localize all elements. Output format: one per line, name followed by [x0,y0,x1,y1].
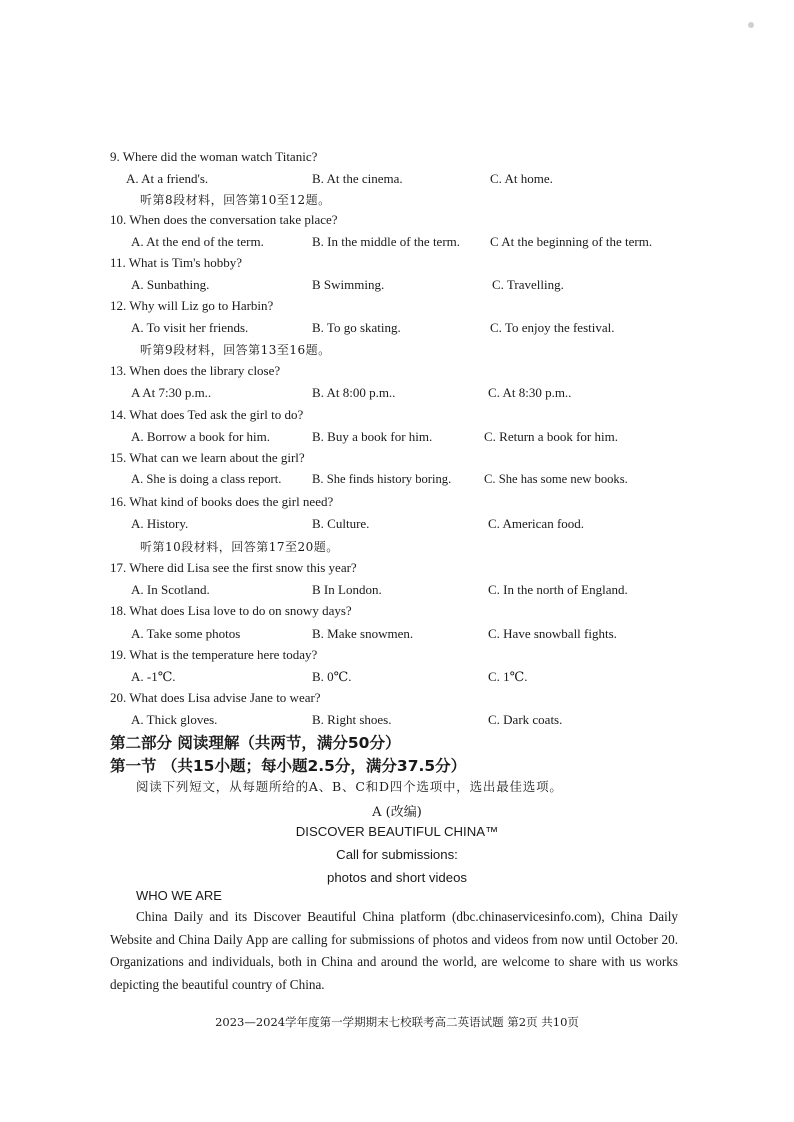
question-stem-9: 9. Where did the woman watch Titanic? [110,149,318,164]
option-9b: B. At the cinema. [312,171,403,186]
section1-title: 第一节 （共15小题；每小题2.5分，满分37.5分） [110,757,467,775]
option-19c: C. 1℃. [488,669,528,684]
passage-paragraph-text: China Daily and its Discover Beautiful China platform (dbc.chinaservicesinfo.com), China Daily Website and China Daily App are calling for submissions of photos and videos from now until October 20. Organizations and individuals, both in China and around the world, are welcome to share with us works depicting the beautiful country of China. [110,909,678,992]
option-15a: A. She is doing a class report. [131,472,282,486]
listening-note-9: 听第9段材料，回答第13至16题。 [140,343,331,357]
passage-label: A (改编) [372,805,422,820]
option-13a: A At 7:30 p.m.. [131,385,212,400]
passage-subtitle-2: photos and short videos [326,870,468,885]
question-stem-19: 19. What is the temperature here today? [110,647,318,662]
question-stem-17: 17. Where did Lisa see the first snow this year? [110,560,357,575]
option-15b: B. She finds history boring. [312,472,452,486]
option-17b: B In London. [312,582,382,597]
question-stem-18: 18. What does Lisa love to do on snowy days? [110,603,352,618]
option-11b: B Swimming. [312,277,385,292]
reading-instruction: 阅读下列短文，从每题所给的A、B、C和D四个选项中，选出最佳选项。 [136,779,563,794]
option-19b: B. 0℃. [312,669,352,684]
listening-note-8: 听第8段材料，回答第10至12题。 [140,193,331,207]
option-20a: A. Thick gloves. [131,712,218,727]
question-stem-13: 13. When does the library close? [110,363,281,378]
option-18b: B. Make snowmen. [312,626,414,641]
option-12c: C. To enjoy the festival. [490,320,615,335]
option-15c: C. She has some new books. [484,472,628,486]
option-19a: A. -1℃. [131,669,176,684]
option-14b: B. Buy a book for him. [312,429,433,444]
option-14a: A. Borrow a book for him. [131,429,271,444]
question-stem-14: 14. What does Ted ask the girl to do? [110,407,304,422]
option-18a: A. Take some photos [131,626,241,641]
option-18c: C. Have snowball fights. [488,626,617,641]
scan-speck [748,22,754,28]
option-17a: A. In Scotland. [131,582,210,597]
question-stem-16: 16. What kind of books does the girl need? [110,494,334,509]
question-stem-11: 11. What is Tim's hobby? [110,255,242,270]
option-11c: C. Travelling. [492,277,564,292]
passage-title: DISCOVER BEAUTIFUL CHINA™ [295,824,499,839]
question-stem-20: 20. What does Lisa advise Jane to wear? [110,690,321,705]
option-16a: A. History. [131,516,189,531]
passage-paragraph [110,906,678,996]
option-10b: B. In the middle of the term. [312,234,461,249]
option-13b: B. At 8:00 p.m.. [312,385,396,400]
option-16b: B. Culture. [312,516,370,531]
part2-title: 第二部分 阅读理解（共两节，满分50分） [110,734,401,752]
question-stem-10: 10. When does the conversation take place? [110,212,338,227]
option-13c: C. At 8:30 p.m.. [488,385,572,400]
option-20b: B. Right shoes. [312,712,392,727]
question-stem-15: 15. What can we learn about the girl? [110,450,305,465]
passage-subtitle-1: Call for submissions: [336,847,458,862]
option-16c: C. American food. [488,516,585,531]
passage-heading: WHO WE ARE [136,888,222,903]
question-stem-12: 12. Why will Liz go to Harbin? [110,298,274,313]
option-9a: A. At a friend's. [126,171,209,186]
option-20c: C. Dark coats. [488,712,563,727]
option-10a: A. At the end of the term. [131,234,264,249]
option-14c: C. Return a book for him. [484,429,618,444]
option-12a: A. To visit her friends. [131,320,249,335]
listening-note-10: 听第10段材料，回答第17至20题。 [140,540,339,554]
option-10c: C At the beginning of the term. [490,234,653,249]
option-9c: C. At home. [490,171,553,186]
option-11a: A. Sunbathing. [131,277,210,292]
option-12b: B. To go skating. [312,320,401,335]
option-17c: C. In the north of England. [488,582,628,597]
page-footer: 2023—2024学年度第一学期期末七校联考高二英语试题 第2页 共10页 [215,1015,579,1029]
